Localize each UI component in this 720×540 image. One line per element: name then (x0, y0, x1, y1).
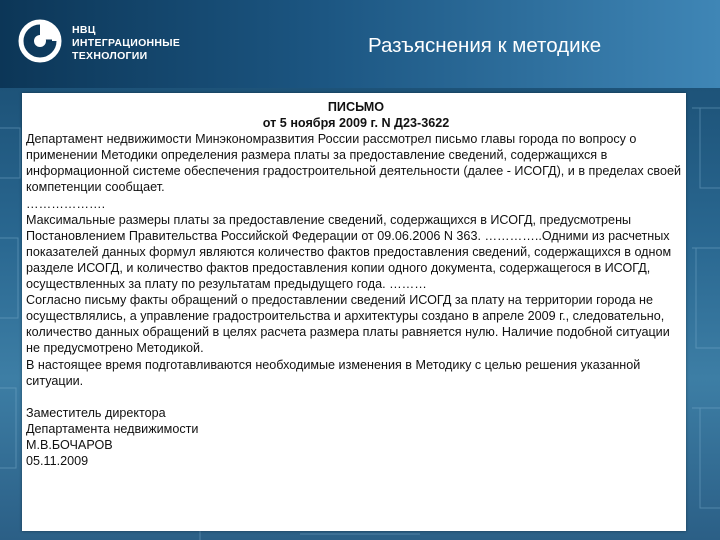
signature-title: Заместитель директора (26, 405, 166, 420)
letter-paragraph-3: Максимальные размеры платы за предоставление сведений, содержащихся в ИСОГД, предусмотрены Постановлением Правительства Российской Федерации от 09.06.2006 N 363. …………..Одними из расчетных показателей данных формул являются количество фактов предоставления сведений, содержащихся в одном разделе ИСОГД, и количество фактов предоставления копии одного документа, содержащегося в ИСОГД, осуществленных за плату по результатам предыдущего года. ……… (26, 212, 672, 292)
company-logo (14, 15, 214, 70)
letter-paragraph-2: ………………. (26, 196, 106, 211)
website-link[interactable]: www.gis.su (608, 514, 684, 531)
letter-text (26, 99, 686, 469)
letter-heading: ПИСЬМО (327, 100, 385, 114)
logo-line-1: НВЦ (72, 24, 96, 36)
letter-panel (22, 93, 686, 531)
logo-globe-icon (18, 19, 62, 63)
header-bar (0, 0, 720, 88)
letter-paragraph-5: В настоящее время подготавливаются необходимые изменения в Методику с целью решения указанной ситуации. (26, 357, 641, 388)
signature-date: 05.11.2009 (26, 453, 89, 468)
signature-name: М.В.БОЧАРОВ (26, 437, 113, 452)
signature-department: Департамента недвижимости (26, 421, 199, 436)
letter-paragraph-4: Согласно письму факты обращений о предоставлении сведений ИСОГД за плату на территории города не осуществлялись, а управление градостроительства и архитектуры создано в апреле 2009 г., следовательно, количество данных обращений в целях расчета размера платы равняется нулю. Наличие подобной ситуации не предусмотрено Методикой. (26, 293, 670, 356)
letter-date-number: от 5 ноября 2009 г. N Д23-3622 (262, 116, 450, 131)
logo-wordmark (72, 24, 180, 63)
spacer (26, 389, 686, 405)
letter-paragraph-1: Департамент недвижимости Минэкономразвития России рассмотрел письмо главы города по вопросу о применении Методики определения размера платы за предоставление сведений, содержащихся в информационной системе обеспечения градостроительной деятельности (далее - ИСОГД), и в пределах своей компетенции сообщает. (26, 132, 682, 195)
logo-line-3: ТЕХНОЛОГИИ (72, 50, 148, 62)
slide-title: Разъяснения к методике (368, 34, 602, 57)
logo-line-2: ИНТЕГРАЦИОННЫЕ (72, 37, 181, 49)
